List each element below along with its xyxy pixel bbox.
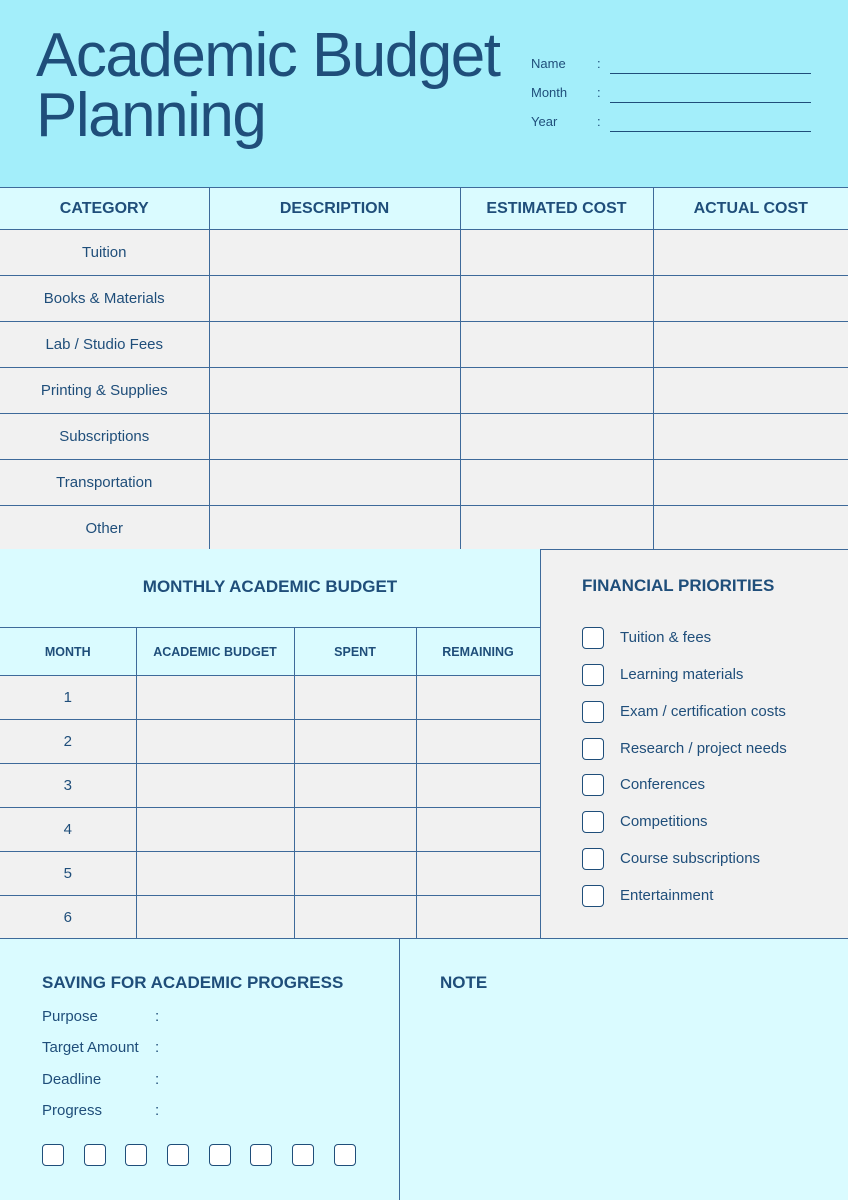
remaining-cell[interactable] [416, 676, 540, 720]
bottom-section [0, 938, 848, 1200]
progress-checkbox[interactable] [292, 1144, 314, 1166]
financial-priorities-title: FINANCIAL PRIORITIES [582, 576, 775, 595]
budget-cell[interactable] [136, 896, 294, 940]
header-description: DESCRIPTION [209, 188, 460, 230]
description-cell[interactable] [209, 506, 460, 552]
table-row [0, 896, 540, 940]
progress-label: Progress [42, 1102, 103, 1119]
priority-label: Competitions [620, 813, 708, 830]
deadline-field[interactable] [42, 1071, 160, 1088]
budget-cell[interactable] [136, 808, 294, 852]
remaining-cell[interactable] [416, 764, 540, 808]
spent-cell[interactable] [294, 808, 416, 852]
title-line-1: Academic Budget [36, 21, 500, 90]
header-category: CATEGORY [0, 188, 209, 230]
spent-cell[interactable] [294, 720, 416, 764]
category-cell: Books & Materials [0, 276, 209, 322]
estimated-cost-cell[interactable] [460, 276, 653, 322]
year-label: Year [531, 114, 558, 129]
priority-entertainment[interactable] [582, 885, 842, 909]
priority-label: Exam / certification costs [620, 703, 786, 720]
month-cell: 3 [0, 764, 136, 808]
colon: : [597, 85, 601, 100]
table-row [0, 506, 848, 552]
monthly-table-header [0, 628, 540, 676]
purpose-field[interactable] [42, 1008, 160, 1025]
budget-cell[interactable] [136, 852, 294, 896]
checkbox[interactable] [582, 774, 604, 796]
progress-checkbox[interactable] [209, 1144, 231, 1166]
section-divider [399, 939, 400, 1200]
year-field[interactable] [531, 114, 811, 134]
budget-cell[interactable] [136, 720, 294, 764]
actual-cost-cell[interactable] [653, 276, 848, 322]
actual-cost-cell[interactable] [653, 322, 848, 368]
category-cell: Subscriptions [0, 414, 209, 460]
spent-cell[interactable] [294, 764, 416, 808]
checkbox[interactable] [582, 664, 604, 686]
actual-cost-cell[interactable] [653, 414, 848, 460]
month-cell: 6 [0, 896, 136, 940]
colon: : [597, 56, 601, 71]
description-cell[interactable] [209, 230, 460, 276]
target-amount-field[interactable] [42, 1039, 160, 1056]
description-cell[interactable] [209, 460, 460, 506]
category-cell: Other [0, 506, 209, 552]
priority-course-subscriptions[interactable] [582, 848, 842, 872]
category-cell: Printing & Supplies [0, 368, 209, 414]
priority-learning-materials[interactable] [582, 664, 842, 688]
remaining-cell[interactable] [416, 720, 540, 764]
checkbox[interactable] [582, 701, 604, 723]
priority-exam-certification[interactable] [582, 701, 842, 725]
purpose-label: Purpose [42, 1008, 98, 1025]
progress-field[interactable] [42, 1102, 160, 1119]
spent-cell[interactable] [294, 852, 416, 896]
checkbox[interactable] [582, 811, 604, 833]
category-cell: Tuition [0, 230, 209, 276]
month-field[interactable] [531, 85, 811, 105]
checkbox[interactable] [582, 848, 604, 870]
table-row [0, 852, 540, 896]
budget-cell[interactable] [136, 764, 294, 808]
description-cell[interactable] [209, 368, 460, 414]
remaining-cell[interactable] [416, 808, 540, 852]
saving-title: SAVING FOR ACADEMIC PROGRESS [42, 973, 344, 992]
estimated-cost-cell[interactable] [460, 414, 653, 460]
colon: : [597, 114, 601, 129]
page-title [36, 21, 500, 150]
spent-cell[interactable] [294, 676, 416, 720]
table-row [0, 460, 848, 506]
priority-conferences[interactable] [582, 774, 842, 798]
header-actual-cost: ACTUAL COST [653, 188, 848, 230]
table-row [0, 764, 540, 808]
priority-tuition-fees[interactable] [582, 627, 842, 651]
priority-label: Course subscriptions [620, 850, 761, 867]
header-spent: SPENT [294, 628, 416, 676]
estimated-cost-cell[interactable] [460, 506, 653, 552]
category-cell: Lab / Studio Fees [0, 322, 209, 368]
priority-research-project[interactable] [582, 738, 842, 762]
actual-cost-cell[interactable] [653, 368, 848, 414]
description-cell[interactable] [209, 414, 460, 460]
month-input-line[interactable] [610, 102, 811, 103]
deadline-label: Deadline [42, 1071, 102, 1088]
progress-checkbox[interactable] [334, 1144, 356, 1166]
category-cell: Transportation [0, 460, 209, 506]
table-row [0, 322, 848, 368]
monthly-budget-table [0, 627, 541, 940]
priority-competitions[interactable] [582, 811, 842, 835]
colon: : [155, 1102, 160, 1119]
estimated-cost-cell[interactable] [460, 322, 653, 368]
header [0, 0, 848, 187]
table-row [0, 676, 540, 720]
progress-checkbox[interactable] [167, 1144, 189, 1166]
budget-cell[interactable] [136, 676, 294, 720]
table-row [0, 808, 540, 852]
table-row [0, 230, 848, 276]
estimated-cost-cell[interactable] [460, 460, 653, 506]
title-line-2: Planning [36, 81, 266, 150]
priority-label: Conferences [620, 776, 706, 793]
progress-checkbox[interactable] [250, 1144, 272, 1166]
name-input-line[interactable] [610, 73, 811, 74]
description-cell[interactable] [209, 276, 460, 322]
table-row [0, 368, 848, 414]
financial-priorities-section [540, 549, 848, 938]
note-title: NOTE [440, 973, 488, 992]
colon: : [155, 1008, 160, 1025]
header-estimated-cost: ESTIMATED COST [460, 188, 653, 230]
year-input-line[interactable] [610, 131, 811, 132]
progress-checkbox[interactable] [42, 1144, 64, 1166]
target-amount-label: Target Amount [42, 1039, 139, 1056]
month-cell: 4 [0, 808, 136, 852]
description-cell[interactable] [209, 322, 460, 368]
estimated-cost-cell[interactable] [460, 230, 653, 276]
estimated-cost-cell[interactable] [460, 368, 653, 414]
name-label: Name [531, 56, 566, 71]
remaining-cell[interactable] [416, 896, 540, 940]
actual-cost-cell[interactable] [653, 460, 848, 506]
priority-label: Learning materials [620, 666, 744, 683]
table-row [0, 414, 848, 460]
priority-label: Entertainment [620, 887, 714, 904]
category-table [0, 187, 848, 552]
month-cell: 5 [0, 852, 136, 896]
colon: : [155, 1071, 160, 1088]
checkbox[interactable] [582, 885, 604, 907]
month-cell: 1 [0, 676, 136, 720]
actual-cost-cell[interactable] [653, 230, 848, 276]
remaining-cell[interactable] [416, 852, 540, 896]
header-remaining: REMAINING [416, 628, 540, 676]
name-field[interactable] [531, 56, 811, 76]
checkbox[interactable] [582, 738, 604, 760]
category-table-header [0, 188, 848, 230]
table-row [0, 276, 848, 322]
monthly-budget-title: MONTHLY ACADEMIC BUDGET [142, 577, 398, 596]
month-cell: 2 [0, 720, 136, 764]
table-row [0, 720, 540, 764]
priority-label: Research / project needs [620, 740, 787, 757]
actual-cost-cell[interactable] [653, 506, 848, 552]
checkbox[interactable] [582, 627, 604, 649]
progress-checkbox[interactable] [84, 1144, 106, 1166]
header-academic-budget: ACADEMIC BUDGET [136, 628, 294, 676]
spent-cell[interactable] [294, 896, 416, 940]
month-label: Month [531, 85, 568, 100]
header-month: MONTH [0, 628, 136, 676]
progress-checkbox[interactable] [125, 1144, 147, 1166]
priority-label: Tuition & fees [620, 629, 712, 646]
colon: : [155, 1039, 160, 1056]
